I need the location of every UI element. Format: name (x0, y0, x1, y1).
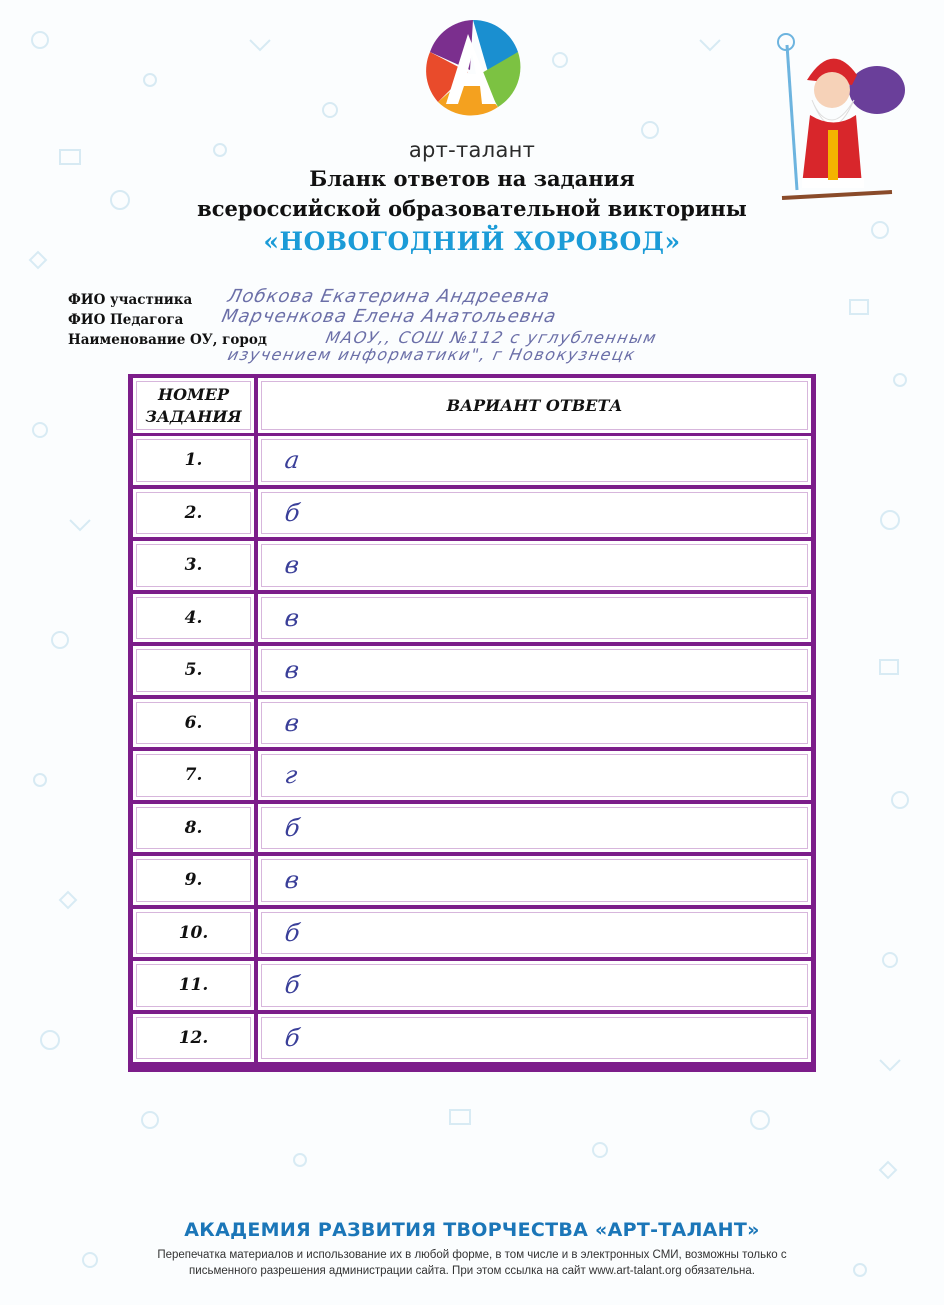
answer-cell (258, 751, 811, 800)
task-number: 9. (184, 870, 203, 891)
handwritten-answer: б (283, 813, 302, 842)
answer-cell (258, 909, 811, 958)
task-number-cell (133, 646, 254, 695)
task-number: 10. (178, 922, 209, 943)
answer-cell (258, 594, 811, 643)
column-header-number-line1: НОМЕР (157, 384, 229, 404)
answer-cell (258, 541, 811, 590)
handwritten-answer: б (283, 1023, 302, 1052)
participant-label: ФИО участника (68, 292, 193, 308)
copyright-line-2: письменного разрешения администрации сайта. При этом ссылка на сайт www.art-talant.org обязательна. (189, 1265, 755, 1277)
task-number-cell (133, 961, 254, 1010)
task-number-cell (133, 804, 254, 853)
handwritten-answer: б (283, 498, 302, 527)
task-number: 11. (178, 975, 209, 996)
handwritten-answer: б (283, 971, 302, 1000)
quiz-name: «НОВОГОДНИЙ ХОРОВОД» (263, 227, 681, 256)
school-value-line1: МАОУ,, СОШ №112 с углубленным (323, 328, 660, 347)
handwritten-answer: в (283, 603, 301, 632)
answer-cell (258, 804, 811, 853)
task-number: 4. (184, 607, 203, 628)
answer-cell (258, 699, 811, 748)
handwritten-answer: в (283, 708, 301, 737)
answer-cell (258, 436, 811, 485)
task-number-cell (133, 1014, 254, 1063)
answer-cell (258, 489, 811, 538)
task-number: 1. (184, 450, 203, 471)
answer-cell (258, 856, 811, 905)
school-value-line2: изучением информатики", г Новокузнецк (225, 345, 638, 364)
column-header-answer (258, 378, 811, 433)
task-number: 2. (184, 502, 203, 523)
task-number-cell (133, 699, 254, 748)
task-number-cell (133, 856, 254, 905)
column-header-number-line2: ЗАДАНИЯ (145, 406, 242, 426)
task-number-cell (133, 489, 254, 538)
task-number-cell (133, 436, 254, 485)
task-number-cell (133, 541, 254, 590)
task-number: 12. (178, 1027, 209, 1048)
brand-name: арт-талант (408, 138, 536, 162)
title-line-1: Бланк ответов на задания (309, 166, 635, 191)
task-number: 8. (184, 817, 203, 838)
task-number: 7. (184, 765, 203, 786)
handwritten-answer: в (283, 551, 301, 580)
handwritten-answer: а (283, 446, 302, 475)
title-line-2: всероссийской образовательной викторины (197, 196, 747, 221)
teacher-label: ФИО Педагога (68, 312, 184, 328)
task-number-cell (133, 909, 254, 958)
task-number-cell (133, 594, 254, 643)
handwritten-answer: в (283, 656, 301, 685)
task-number: 5. (184, 660, 203, 681)
answer-cell (258, 646, 811, 695)
column-header-answer-label: ВАРИАНТ ОТВЕТА (446, 396, 623, 415)
teacher-value: Марченкова Елена Анатольевна (219, 306, 559, 327)
column-header-number (133, 378, 254, 433)
task-number: 6. (184, 712, 203, 733)
answer-cell (258, 961, 811, 1010)
answers-table (128, 374, 816, 1072)
handwritten-answer: г (283, 761, 300, 790)
copyright-line-1: Перепечатка материалов и использование их в любой форме, в том числе и в электронных СМИ, возможны только с (157, 1249, 787, 1261)
copyright-notice (60, 1247, 884, 1279)
task-number: 3. (184, 555, 203, 576)
academy-name: АКАДЕМИЯ РАЗВИТИЯ ТВОРЧЕСТВА «АРТ-ТАЛАНТ» (184, 1219, 760, 1241)
handwritten-answer: в (283, 866, 301, 895)
art-talant-logo (418, 12, 528, 132)
participant-value: Лобкова Екатерина Андреевна (225, 286, 553, 307)
school-label: Наименование ОУ, город (68, 332, 267, 348)
answer-cell (258, 1014, 811, 1063)
task-number-cell (133, 751, 254, 800)
handwritten-answer: б (283, 918, 302, 947)
